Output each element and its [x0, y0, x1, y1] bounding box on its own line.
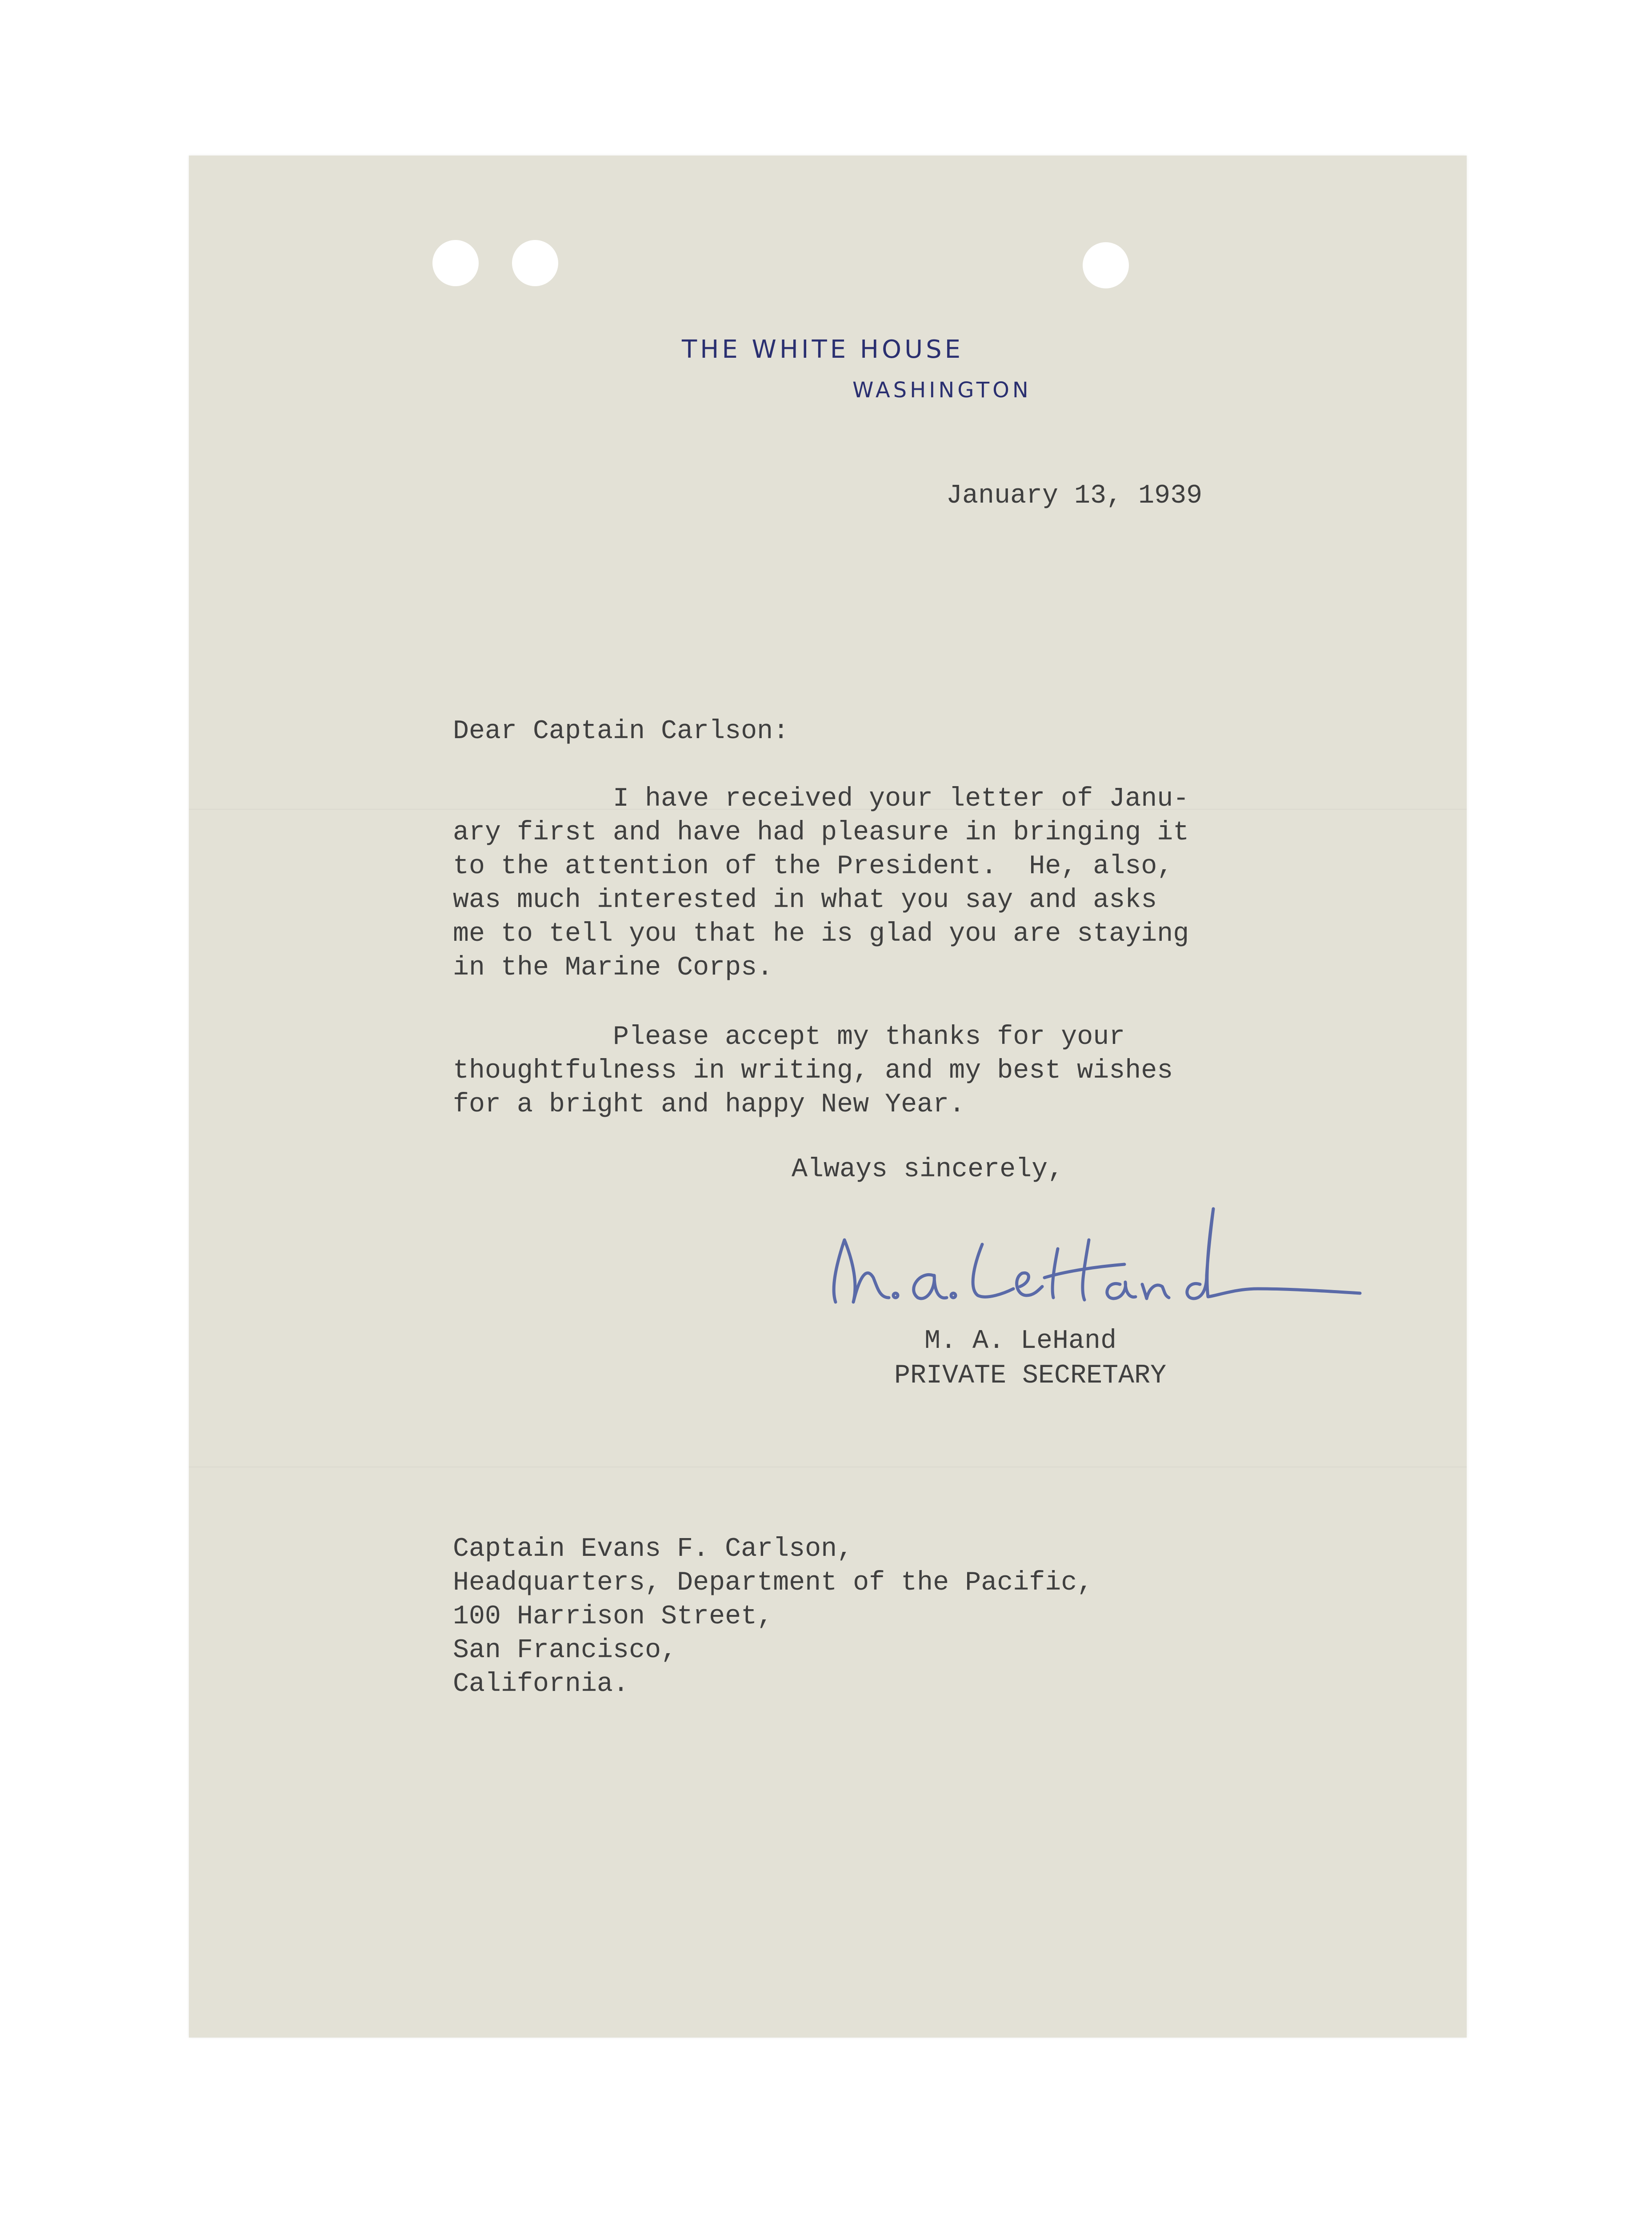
complimentary-closing: Always sincerely, [792, 1155, 1064, 1185]
body-paragraph-1: I have received your letter of Janu- ary first and have had pleasure in bringing it to the attention of the President. He, also, was much interested in what you say and asks me to tell you that he is glad you are staying in the Marine Corps. [453, 784, 1189, 983]
punch-hole-left-1 [432, 240, 479, 286]
recipient-address: Captain Evans F. Carlson, Headquarters, Department of the Pacific, 100 Harrison Street, San Francisco, California. [453, 1534, 1093, 1699]
salutation: Dear Captain Carlson: [453, 716, 789, 747]
signer-title: PRIVATE SECRETARY [894, 1361, 1167, 1391]
letterhead-city: WASHINGTON [852, 378, 1032, 403]
punch-hole-right [1083, 242, 1129, 288]
punch-hole-left-2 [512, 240, 558, 286]
body-paragraph-2: Please accept my thanks for your thoughtfulness in writing, and my best wishes for a bright and happy New Year. [453, 1022, 1173, 1120]
handwritten-signature [818, 1200, 1378, 1324]
signer-name: M. A. LeHand [924, 1326, 1117, 1356]
letterhead-title: THE WHITE HOUSE [682, 335, 964, 364]
letter-date: January 13, 1939 [946, 481, 1203, 511]
